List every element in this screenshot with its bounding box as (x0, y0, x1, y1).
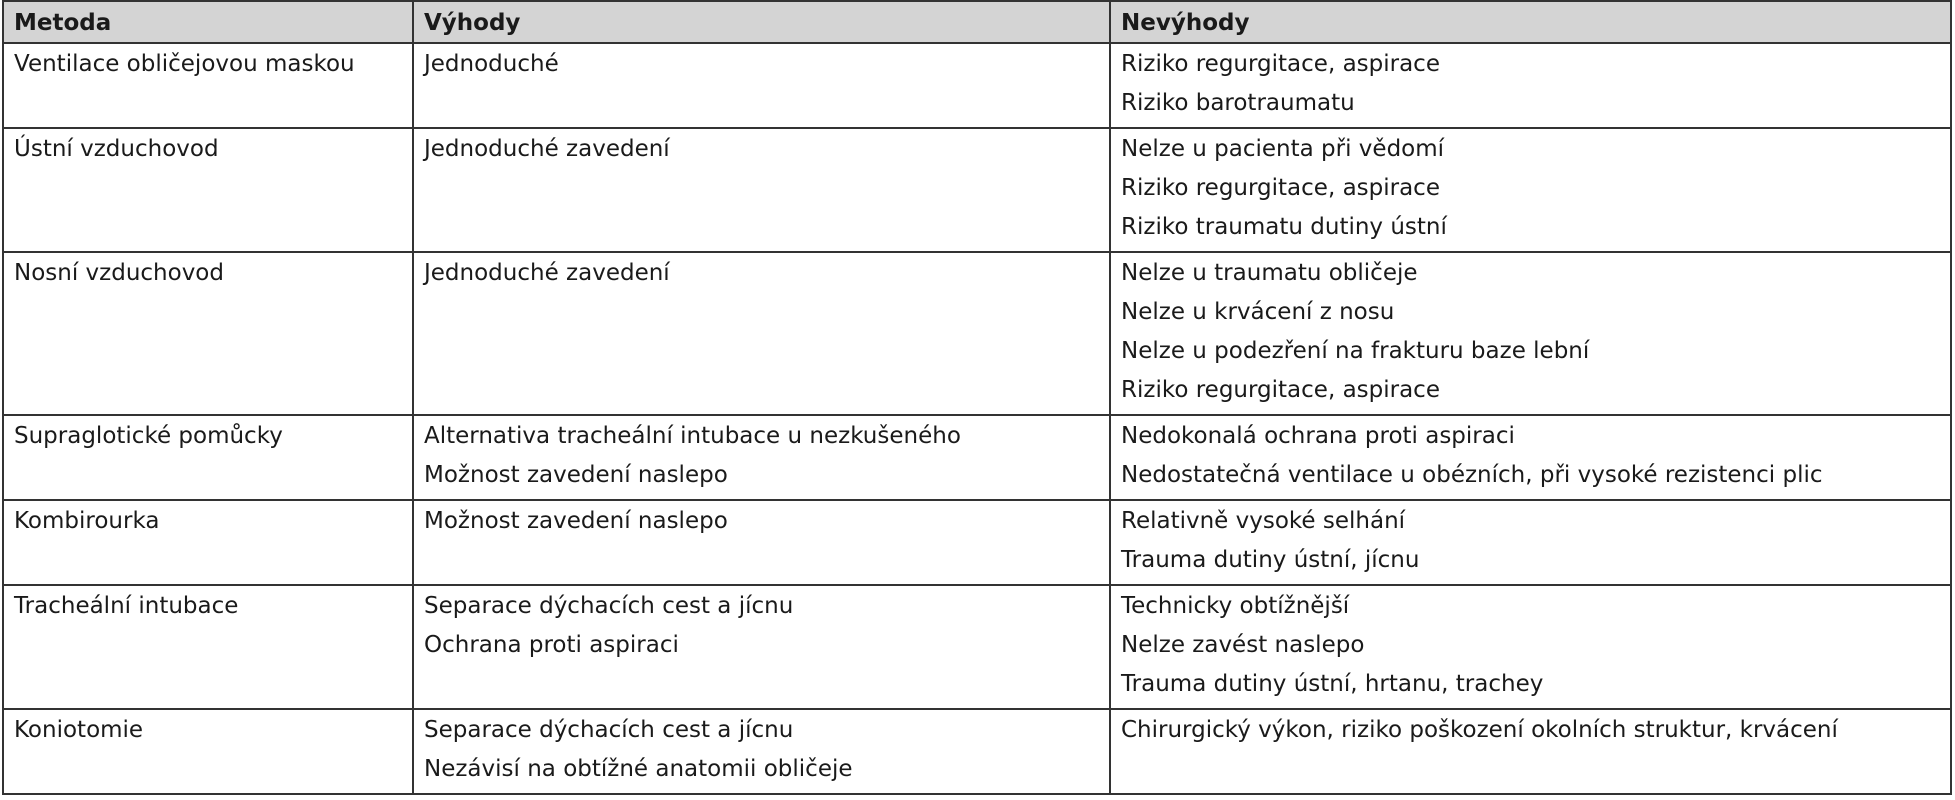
method-name: Koniotomie (14, 717, 144, 743)
header-advantages: Výhody (413, 1, 1110, 43)
disadvantage-item: Riziko regurgitace, aspirace (1121, 175, 1440, 201)
disadvantage-item: Nedostatečná ventilace u obézních, při vysoké rezistenci plic (1121, 462, 1823, 488)
method-cell (3, 128, 413, 252)
advantage-item: Separace dýchacích cest a jícnu (424, 717, 794, 743)
disadvantage-item: Riziko regurgitace, aspirace (1121, 51, 1440, 77)
disadvantage-item: Nedokonalá ochrana proti aspiraci (1121, 423, 1515, 449)
disadvantage-item: Nelze u krvácení z nosu (1121, 299, 1395, 325)
disadvantage-item: Relativně vysoké selhání (1121, 508, 1406, 534)
airway-methods-table (2, 0, 1952, 795)
disadvantages-cell (1110, 500, 1951, 585)
advantage-item: Nezávisí na obtížné anatomii obličeje (424, 756, 853, 782)
disadvantages-cell (1110, 709, 1951, 794)
table-row (3, 252, 1951, 415)
disadvantage-item: Riziko barotraumatu (1121, 90, 1355, 116)
disadvantages-cell (1110, 415, 1951, 500)
method-name: Tracheální intubace (14, 593, 239, 619)
advantage-item: Separace dýchacích cest a jícnu (424, 593, 794, 619)
table-header (3, 1, 1951, 43)
advantages-cell (413, 43, 1110, 128)
disadvantages-cell (1110, 43, 1951, 128)
disadvantage-item: Nelze u podezření na frakturu baze lební (1121, 338, 1590, 364)
method-name: Ventilace obličejovou maskou (14, 51, 355, 77)
advantage-item: Možnost zavedení naslepo (424, 508, 728, 534)
method-cell (3, 252, 413, 415)
advantages-cell (413, 585, 1110, 709)
advantages-cell (413, 709, 1110, 794)
advantage-item: Alternativa tracheální intubace u nezkušeného (424, 423, 961, 449)
table-row (3, 500, 1951, 585)
disadvantage-item: Riziko traumatu dutiny ústní (1121, 214, 1447, 240)
disadvantage-item: Trauma dutiny ústní, jícnu (1121, 547, 1420, 573)
method-name: Supraglotické pomůcky (14, 423, 283, 449)
table-row (3, 43, 1951, 128)
disadvantage-item: Nelze u pacienta při vědomí (1121, 136, 1445, 162)
disadvantage-item: Technicky obtížnější (1121, 593, 1350, 619)
header-disadvantages: Nevýhody (1110, 1, 1951, 43)
method-name: Nosní vzduchovod (14, 260, 224, 286)
advantage-item: Možnost zavedení naslepo (424, 462, 728, 488)
method-cell (3, 585, 413, 709)
table-row (3, 585, 1951, 709)
advantage-item: Jednoduché zavedení (424, 136, 670, 162)
method-cell (3, 709, 413, 794)
advantages-cell (413, 252, 1110, 415)
advantages-cell (413, 415, 1110, 500)
method-cell (3, 415, 413, 500)
advantage-item: Jednoduché (424, 51, 559, 77)
disadvantage-item: Trauma dutiny ústní, hrtanu, trachey (1121, 671, 1544, 697)
advantages-cell (413, 128, 1110, 252)
disadvantage-item: Nelze u traumatu obličeje (1121, 260, 1418, 286)
disadvantage-item: Nelze zavést naslepo (1121, 632, 1365, 658)
advantage-item: Jednoduché zavedení (424, 260, 670, 286)
advantage-item: Ochrana proti aspiraci (424, 632, 679, 658)
method-cell (3, 500, 413, 585)
disadvantage-item: Chirurgický výkon, riziko poškození okolních struktur, krvácení (1121, 717, 1838, 743)
disadvantages-cell (1110, 252, 1951, 415)
method-name: Ústní vzduchovod (14, 136, 219, 162)
table-row (3, 709, 1951, 794)
header-row (3, 1, 1951, 43)
table-row (3, 128, 1951, 252)
method-cell (3, 43, 413, 128)
disadvantages-cell (1110, 128, 1951, 252)
table-body (3, 43, 1951, 794)
disadvantages-cell (1110, 585, 1951, 709)
disadvantage-item: Riziko regurgitace, aspirace (1121, 377, 1440, 403)
method-name: Kombirourka (14, 508, 160, 534)
table-row (3, 415, 1951, 500)
header-method: Metoda (3, 1, 413, 43)
advantages-cell (413, 500, 1110, 585)
